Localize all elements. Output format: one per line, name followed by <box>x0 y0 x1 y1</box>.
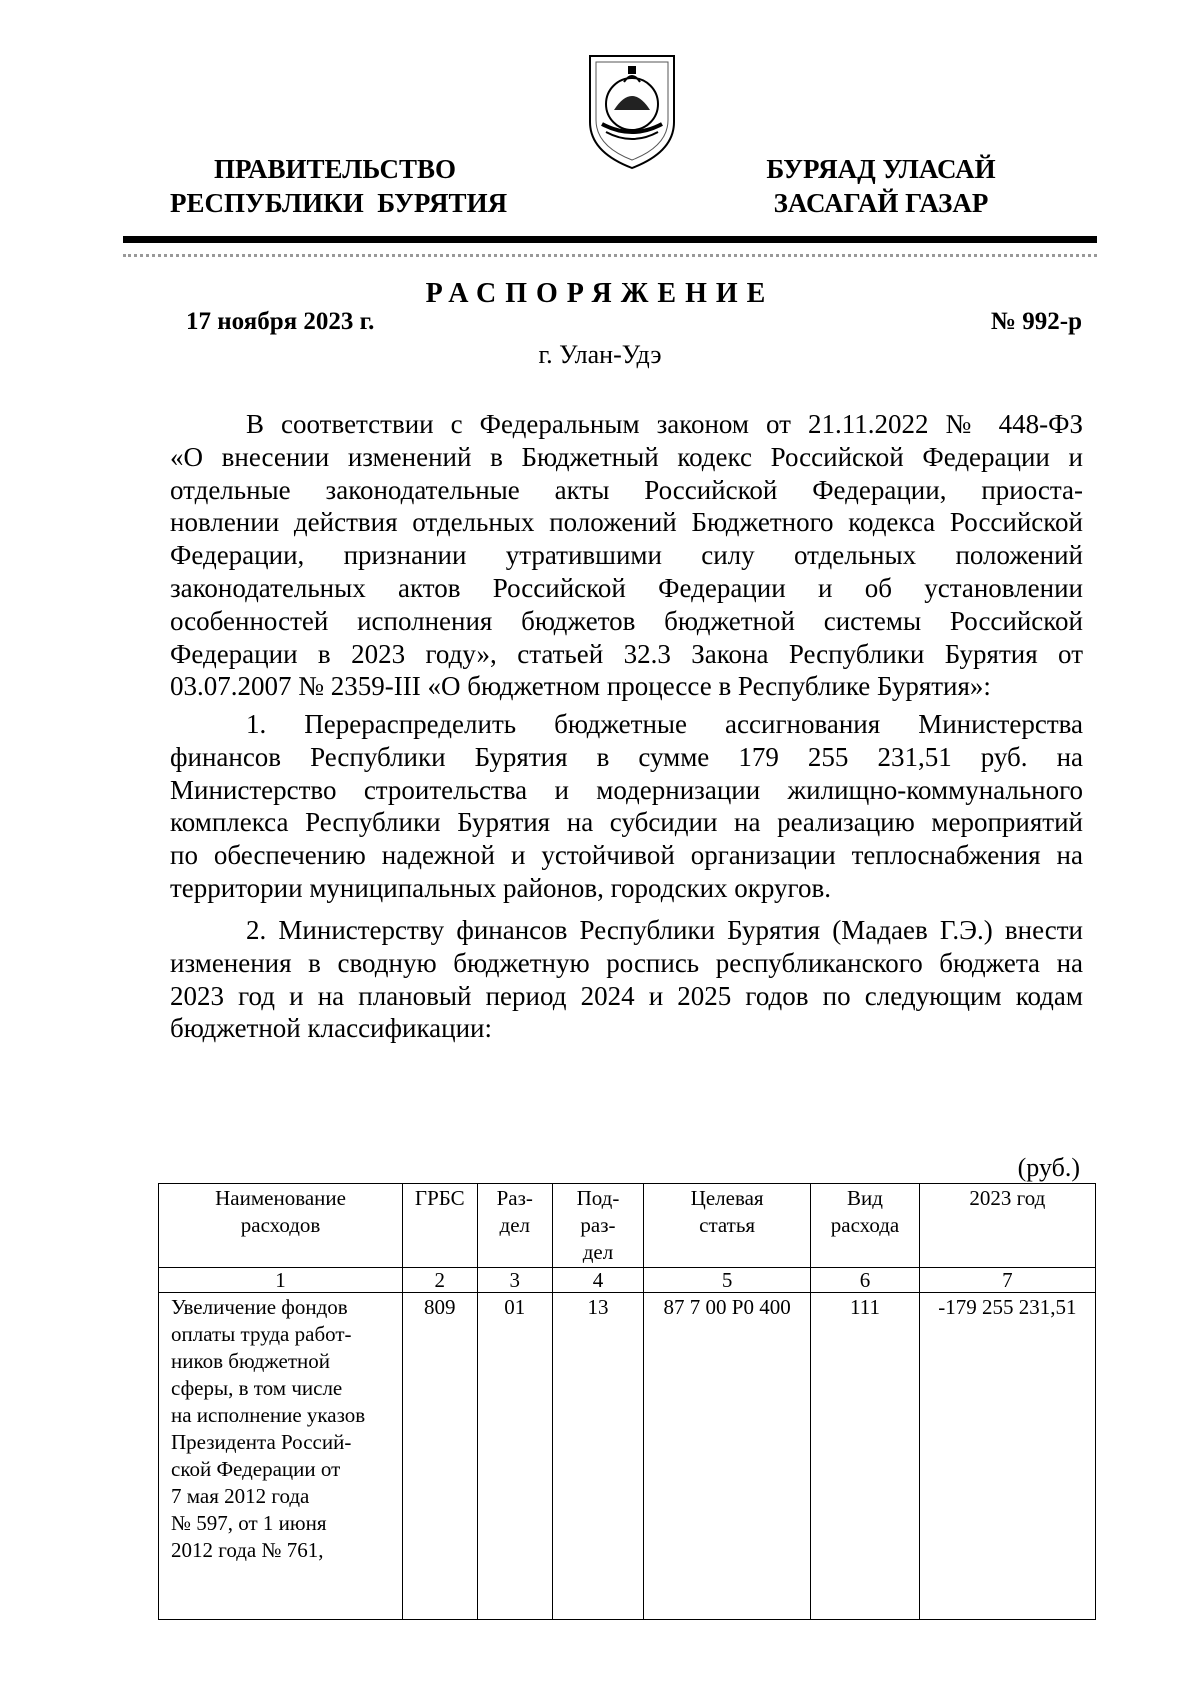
org-name-bua-line2: ЗАСАГАЙ ГАЗАР <box>773 188 989 218</box>
item-2-line: изменения в сводную бюджетную роспись республиканского бюджета на <box>170 947 1083 978</box>
preamble-line: законодательных актов Российской Федерации и об установлении <box>170 572 1083 603</box>
table-unit: (руб.) <box>1017 1153 1080 1182</box>
cell-name-line: на исполнение указов <box>171 1403 366 1427</box>
header-name <box>159 1184 403 1268</box>
cell-target: 87 7 00 Р0 400 <box>643 1293 810 1620</box>
cell-amount: -179 255 231,51 <box>919 1293 1095 1620</box>
table-row <box>159 1293 1096 1620</box>
cell-name-line: ников бюджетной <box>171 1349 330 1373</box>
item-1-line: 1. Перераспределить бюджетные ассигнования Министерства <box>246 709 1083 739</box>
item-2-paragraph <box>170 914 1083 1045</box>
preamble-line: отдельные законодательные акты Российской Федерации, приоста- <box>170 474 1083 505</box>
doc-title: РАСПОРЯЖЕНИЕ <box>425 278 775 309</box>
header-podrazdel-line: раз- <box>580 1213 616 1237</box>
header-year: 2023 год <box>919 1184 1095 1268</box>
cell-name-line: оплаты труда работ- <box>171 1322 352 1346</box>
org-name-ru-line2: РЕСПУБЛИКИ БУРЯТИЯ <box>170 188 508 218</box>
col-number: 5 <box>643 1268 810 1293</box>
preamble-line: 03.07.2007 № 2359-III «О бюджетном процессе в Республике Бурятия»: <box>170 671 991 702</box>
col-number: 7 <box>919 1268 1095 1293</box>
col-number: 6 <box>811 1268 919 1293</box>
item-1-line: финансов Республики Бурятия в сумме 179 255 231,51 руб. на <box>170 741 1083 772</box>
header-target <box>643 1184 810 1268</box>
cell-name <box>159 1293 403 1620</box>
cell-name-line: 7 мая 2012 года <box>171 1484 310 1508</box>
item-1-line: комплекса Республики Бурятия на субсидии на реализацию мероприятий <box>170 807 1083 838</box>
item-2-line: бюджетной классификации: <box>170 1013 492 1044</box>
preamble-line: особенностей исполнения бюджетов бюджетной системы Российской <box>170 605 1083 636</box>
header-podrazdel <box>553 1184 644 1268</box>
preamble-line: В соответствии с Федеральным законом от 21.11.2022 № 448-ФЗ <box>246 409 1083 439</box>
col-number: 3 <box>477 1268 553 1293</box>
cell-podrazdel: 13 <box>553 1293 644 1620</box>
header-name-line: Наименование <box>215 1186 346 1210</box>
doc-date: 17 ноября 2023 г. <box>186 308 375 335</box>
table-header-row <box>159 1184 1096 1268</box>
header-target-line: статья <box>699 1213 756 1237</box>
header-razdel-line: дел <box>499 1213 531 1237</box>
item-1-paragraph <box>170 708 1083 905</box>
cell-name-line: Увеличение фондов <box>171 1295 348 1319</box>
org-name-bua <box>725 152 1037 220</box>
preamble-line: Федерации, признании утратившими силу отдельных положений <box>170 540 1083 571</box>
header-target-line: Целевая <box>690 1186 764 1210</box>
item-2-line: 2. Министерству финансов Республики Бурятия (Мадаев Г.Э.) внести <box>246 915 1083 945</box>
header-razdel-line: Раз- <box>496 1186 533 1210</box>
table-colnum-row <box>159 1268 1096 1293</box>
header-divider-dotted <box>123 254 1097 257</box>
cell-type: 111 <box>811 1293 919 1620</box>
item-1-line: Министерство строительства и модернизации жилищно-коммунального <box>170 774 1083 805</box>
cell-razdel: 01 <box>477 1293 553 1620</box>
cell-grbs: 809 <box>403 1293 477 1620</box>
header-type-line: Вид <box>847 1186 883 1210</box>
org-name-bua-line1: БУРЯАД УЛАСАЙ <box>766 154 996 184</box>
budget-table <box>158 1183 1096 1620</box>
cell-name-line: № 597, от 1 июня <box>171 1511 327 1535</box>
preamble-line: Федерации в 2023 году», статьей 32.3 Закона Республики Бурятия от <box>170 638 1083 669</box>
coat-of-arms-icon <box>584 52 680 172</box>
header-podrazdel-line: Под- <box>576 1186 620 1210</box>
cell-name-line: Президента Россий- <box>171 1430 352 1454</box>
col-number: 2 <box>403 1268 477 1293</box>
preamble-line: новлении действия отдельных положений Бюджетного кодекса Российской <box>170 507 1083 538</box>
doc-number: № 992-р <box>990 308 1082 335</box>
preamble-paragraph <box>170 408 1083 703</box>
header-divider <box>123 236 1097 243</box>
preamble-line: «О внесении изменений в Бюджетный кодекс Российской Федерации и <box>170 441 1083 472</box>
header-type-line: расхода <box>830 1213 900 1237</box>
doc-city: г. Улан-Удэ <box>538 340 662 369</box>
col-number: 4 <box>553 1268 644 1293</box>
org-name-ru-line1: ПРАВИТЕЛЬСТВО <box>213 154 457 184</box>
org-name-ru <box>170 152 508 220</box>
item-1-line: по обеспечению надежной и устойчивой организации теплоснабжения на <box>170 840 1083 871</box>
header-razdel <box>477 1184 553 1268</box>
header-grbs: ГРБС <box>403 1184 477 1268</box>
cell-name-line: сферы, в том числе <box>171 1376 343 1400</box>
cell-name-line: 2012 года № 761, <box>171 1538 324 1562</box>
item-2-line: 2023 год и на плановый период 2024 и 2025 годов по следующим кодам <box>170 980 1083 1011</box>
col-number: 1 <box>159 1268 403 1293</box>
cell-name-line: ской Федерации от <box>171 1457 341 1481</box>
header-name-line: расходов <box>240 1213 321 1237</box>
header-type <box>811 1184 919 1268</box>
header-podrazdel-line: дел <box>582 1240 614 1264</box>
item-1-line: территории муниципальных районов, городских округов. <box>170 872 831 903</box>
